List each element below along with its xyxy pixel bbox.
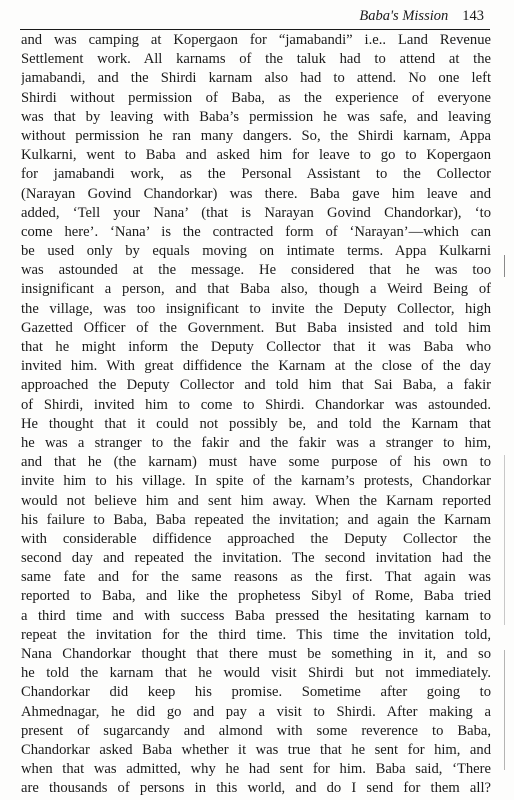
text-line: for jamabandi work, as the Personal Assistant to the Collector bbox=[21, 166, 491, 183]
text-line: he told the karnam that he would visit Shirdi but not immediately. bbox=[21, 665, 491, 682]
text-line: Shirdi without permission of Baba, as the experience of everyone bbox=[21, 89, 491, 106]
body-text bbox=[21, 31, 491, 799]
scan-gutter-mark bbox=[504, 455, 505, 625]
text-line: repeat the invitation for the third time. This time the invitation told, bbox=[21, 626, 491, 643]
text-line: are thousands of persons in this world, and do I send for them all? bbox=[21, 780, 491, 797]
text-line: Kulkarni, went to Baba and asked him for leave to go to Kopergaon bbox=[21, 147, 491, 164]
text-line: with considerable diffidence approached the Deputy Collector the bbox=[21, 530, 491, 547]
running-title: Baba's Mission bbox=[359, 8, 449, 24]
text-line: approached the Deputy Collector and told him that Sai Baba, a fakir bbox=[21, 377, 491, 394]
text-line: Chandorkar did keep his promise. Sometime after going to bbox=[21, 684, 491, 701]
text-line: present of sugarcandy and almond with some reverence to Baba, bbox=[21, 722, 491, 739]
text-line: he was a stranger to the fakir and the fakir was a stranger to him, bbox=[21, 434, 491, 451]
text-line: that he might inform the Deputy Collector that it was Baba who bbox=[21, 339, 491, 355]
header-rule bbox=[20, 29, 490, 30]
text-line: Nana Chandorkar thought that there must be something in it, and so bbox=[21, 646, 491, 662]
text-line: Ahmednagar, he did go and pay a visit to Shirdi. After making a bbox=[21, 703, 491, 720]
text-line: Chandorkar asked Baba whether it was true that he sent for him, and bbox=[21, 741, 491, 758]
text-line: was that by leaving with Baba’s permission he was safe, and leaving bbox=[21, 108, 491, 125]
text-line: invite him to his village. In spite of the karnam’s protests, Chandorkar bbox=[21, 473, 491, 490]
scan-gutter-mark bbox=[504, 255, 505, 277]
text-line: added, ‘Tell your Nana’ (that is Narayan Govind Chandorkar), ‘to bbox=[21, 204, 491, 221]
text-line: invited him. With great diffidence the Karnam at the close of the day bbox=[21, 358, 491, 375]
text-line: Settlement work. All karnams of the taluk had to attend at the bbox=[21, 51, 491, 68]
page-number: 143 bbox=[462, 8, 484, 24]
text-line: his failure to Baba, Baba repeated the invitation; and again the Karnam bbox=[21, 511, 491, 528]
text-line: when that was admitted, why he had sent for him. Baba said, ‘There bbox=[21, 761, 491, 778]
text-line: come here’. ‘Nana’ is the contracted form of ‘Narayan’—which can bbox=[21, 223, 491, 240]
text-line: reported to Baba, and like the prophetess Sibyl of Rome, Baba tried bbox=[21, 588, 491, 605]
text-line: second day and repeated the invitation. The second invitation had the bbox=[21, 550, 491, 567]
text-line: was astounded at the message. He considered that he was too bbox=[21, 262, 491, 279]
text-line: (Narayan Govind Chandorkar) was there. Baba gave him leave and bbox=[21, 185, 491, 202]
text-line: He thought that it could not possibly be, and told the Karnam that bbox=[21, 415, 491, 432]
text-line: Gazetted Officer of the Government. But Baba insisted and told him bbox=[21, 319, 491, 336]
text-line: without permission he ran many dangers. So, the Shirdi karnam, Appa bbox=[21, 127, 491, 144]
text-line: and that he (the karnam) must have some purpose of his own to bbox=[21, 454, 491, 471]
text-line: would not believe him and sent him away. When the Karnam reported bbox=[21, 492, 491, 509]
scan-gutter-mark bbox=[504, 650, 505, 770]
text-line: insignificant a person, and that Baba also, though a Weird Being of bbox=[21, 281, 491, 298]
running-header bbox=[359, 8, 484, 25]
text-line: of Shirdi, invited him to come to Shirdi. Chandorkar was astounded. bbox=[21, 396, 491, 413]
text-line: a third time and with success Baba pressed the hesitating karnam to bbox=[21, 607, 491, 624]
text-line: same fate and for the same reasons as the first. That again was bbox=[21, 569, 491, 586]
text-line: be used only by equals moving on intimate terms. Appa Kulkarni bbox=[21, 243, 491, 260]
text-line: the village, was too insignificant to invite the Deputy Collector, high bbox=[21, 300, 491, 317]
text-line: and was camping at Kopergaon for “jamabandi” i.e.. Land Revenue bbox=[21, 32, 491, 48]
text-line: jamabandi, and the Shirdi karnam also had to attend. No one left bbox=[21, 70, 491, 87]
